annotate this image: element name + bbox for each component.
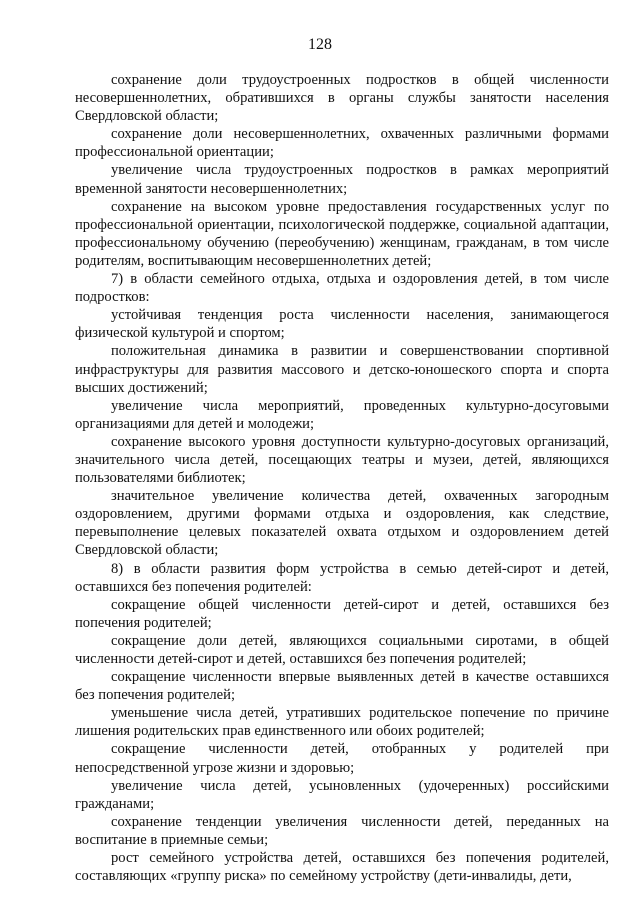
- section-heading-7: 7) в области семейного отдыха, отдыха и оздоровления детей, в том числе подростков:: [75, 271, 609, 306]
- paragraph: увеличение числа детей, усыновленных (удочеренных) российскими гражданами;: [75, 777, 609, 812]
- section-heading-8: 8) в области развития форм устройства в семью детей-сирот и детей, оставшихся без попечения родителей:: [75, 560, 609, 595]
- paragraph: сокращение численности детей, отобранных у родителей при непосредственной угрозе жизни и здоровью;: [75, 741, 609, 776]
- paragraph: устойчивая тенденция роста численности населения, занимающегося физической культурой и спортом;: [75, 307, 609, 342]
- paragraph: сокращение общей численности детей-сирот и детей, оставшихся без попечения родителей;: [75, 596, 609, 631]
- paragraph: сохранение на высоком уровне предоставления государственных услуг по профессиональной ориентации, психологической поддержке, социальной адаптации, профессиональному обучению (переобучению) женщинам, гражданам, в том числе родителям, воспитывающим несовершеннолетних детей;: [75, 198, 609, 269]
- paragraph: значительное увеличение количества детей, охваченных загородным оздоровлением, другими формами отдыха и оздоровления, как следствие, перевыполнение целевых показателей охвата отдыхом и оздоровлением детей Свердловской области;: [75, 488, 609, 559]
- paragraph: сохранение тенденции увеличения численности детей, переданных на воспитание в приемные семьи;: [75, 813, 609, 848]
- paragraph: сохранение доли несовершеннолетних, охваченных различными формами профессиональной ориентации;: [75, 126, 609, 161]
- paragraph: сохранение доли трудоустроенных подростков в общей численности несовершеннолетних, обратившихся в органы службы занятости населения Свердловской области;: [75, 72, 609, 125]
- paragraph: сохранение высокого уровня доступности культурно-досуговых организаций, значительного числа детей, посещающих театры и музеи, детей, являющихся пользователями библиотек;: [75, 433, 609, 487]
- paragraph: положительная динамика в развитии и совершенствовании спортивной инфраструктуры для развития массового и детско-юношеского спорта и спорта высших достижений;: [75, 343, 609, 396]
- paragraph: сокращение доли детей, являющихся социальными сиротами, в общей численности детей-сирот и детей, оставшихся без попечения родителей;: [75, 632, 609, 667]
- body-text: [75, 71, 609, 885]
- paragraph: сокращение численности впервые выявленных детей в качестве оставшихся без попечения родителей;: [75, 669, 609, 704]
- page-number: 128: [308, 36, 332, 53]
- paragraph: увеличение числа трудоустроенных подростков в рамках мероприятий временной занятости несовершеннолетних;: [75, 162, 609, 197]
- paragraph: уменьшение числа детей, утративших родительское попечение по причине лишения родительских прав единственного или обоих родителей;: [75, 705, 609, 740]
- paragraph: увеличение числа мероприятий, проведенных культурно-досуговыми организациями для детей и молодежи;: [75, 397, 609, 432]
- paragraph: рост семейного устройства детей, оставшихся без попечения родителей, составляющих «группу риска» по семейному устройству (дети-инвалиды, дети,: [75, 850, 609, 885]
